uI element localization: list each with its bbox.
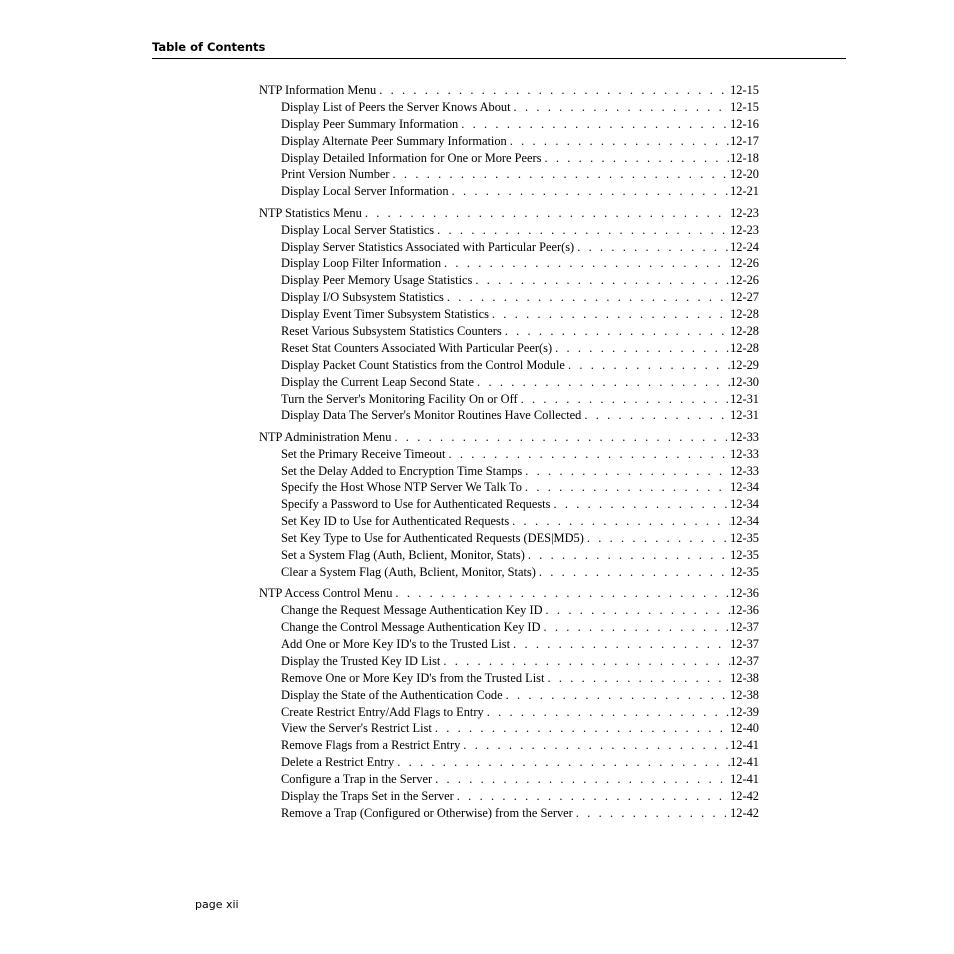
dot-leader [492, 306, 730, 323]
toc-entry-page-number: 12-23 [730, 205, 759, 220]
dot-leader [447, 289, 730, 306]
toc-entry-page-number: 12-37 [730, 653, 759, 668]
toc-subentry[interactable] [259, 496, 759, 513]
toc-entry-page-number: 12-36 [730, 586, 759, 601]
toc-entry-title: Display Detailed Information for One or More Peers [281, 150, 542, 165]
dot-leader [394, 429, 730, 446]
header-rule [152, 58, 846, 59]
toc-entry-page-number: 12-28 [730, 307, 759, 322]
toc-entry-title: Set Key Type to Use for Authenticated Requests (DES|MD5) [281, 531, 584, 546]
toc-entry-page-number: 12-18 [730, 150, 759, 165]
toc-subentry[interactable] [259, 564, 759, 581]
toc-entry-page-number: 12-35 [730, 548, 759, 563]
toc-entry-page-number: 12-17 [730, 133, 759, 148]
toc-subentry[interactable] [259, 306, 759, 323]
toc-entry-title: Display Alternate Peer Summary Information [281, 133, 507, 148]
toc-entry-title: Display Data The Server's Monitor Routines Have Collected [281, 408, 582, 423]
toc-entry-title: Set Key ID to Use for Authenticated Requests [281, 514, 510, 529]
toc-entry-title: Turn the Server's Monitoring Facility On or Off [281, 391, 518, 406]
toc-section [259, 205, 759, 425]
toc-section [259, 429, 759, 581]
dot-leader [528, 547, 730, 564]
toc-entry-page-number: 12-38 [730, 670, 759, 685]
dot-leader [443, 653, 730, 670]
toc-entry-page-number: 12-16 [730, 116, 759, 131]
dot-leader [513, 636, 730, 653]
toc-entry-page-number: 12-23 [730, 222, 759, 237]
toc-entry-title: Remove a Trap (Configured or Otherwise) from the Server [281, 805, 573, 820]
toc-subentry[interactable] [259, 530, 759, 547]
toc-subentry[interactable] [259, 150, 759, 167]
toc-subentry[interactable] [259, 222, 759, 239]
toc-entry-title: View the Server's Restrict List [281, 721, 432, 736]
table-of-contents [259, 82, 759, 826]
dot-leader [587, 530, 730, 547]
toc-entry-page-number: 12-26 [730, 256, 759, 271]
toc-subentry[interactable] [259, 374, 759, 391]
toc-subentry[interactable] [259, 636, 759, 653]
dot-leader [457, 788, 730, 805]
toc-entry-page-number: 12-33 [730, 429, 759, 444]
toc-entry-page-number: 12-38 [730, 687, 759, 702]
toc-entry-page-number: 12-39 [730, 704, 759, 719]
toc-entry-page-number: 12-34 [730, 514, 759, 529]
toc-subentry[interactable] [259, 133, 759, 150]
toc-entry-page-number: 12-24 [730, 239, 759, 254]
dot-leader [435, 720, 730, 737]
dot-leader [506, 687, 730, 704]
toc-entry-title: Display Peer Memory Usage Statistics [281, 273, 473, 288]
toc-subentry[interactable] [259, 166, 759, 183]
toc-subentry[interactable] [259, 479, 759, 496]
toc-subentry[interactable] [259, 323, 759, 340]
toc-entry-title: Display the State of the Authentication Code [281, 687, 503, 702]
toc-entry-title: NTP Administration Menu [259, 429, 392, 444]
dot-leader [444, 255, 730, 272]
toc-entry-title: Display Event Timer Subsystem Statistics [281, 307, 489, 322]
dot-leader [487, 704, 730, 721]
toc-subentry[interactable] [259, 602, 759, 619]
toc-subentry[interactable] [259, 99, 759, 116]
toc-entry-title: NTP Access Control Menu [259, 586, 393, 601]
toc-entry-title: Set the Delay Added to Encryption Time Stamps [281, 463, 523, 478]
toc-subentry[interactable] [259, 619, 759, 636]
toc-entry-title: Display the Trusted Key ID List [281, 653, 441, 668]
toc-entry-title: Create Restrict Entry/Add Flags to Entry [281, 704, 484, 719]
dot-leader [525, 479, 730, 496]
toc-entry-title: NTP Statistics Menu [259, 205, 362, 220]
toc-entry-page-number: 12-33 [730, 463, 759, 478]
toc-entry-title: Display Local Server Statistics [281, 222, 435, 237]
toc-subentry[interactable] [259, 446, 759, 463]
toc-section [259, 585, 759, 821]
toc-entry-page-number: 12-28 [730, 323, 759, 338]
dot-leader [365, 205, 730, 222]
toc-entry-page-number: 12-30 [730, 374, 759, 389]
page-number: page xii [195, 898, 239, 911]
toc-section-heading[interactable] [259, 429, 759, 446]
dot-leader [555, 340, 730, 357]
dot-leader [521, 391, 730, 408]
toc-entry-title: Reset Stat Counters Associated With Particular Peer(s) [281, 340, 553, 355]
toc-entry-title: Display I/O Subsystem Statistics [281, 290, 444, 305]
toc-entry-title: Change the Request Message Authentication Key ID [281, 603, 543, 618]
toc-subentry[interactable] [259, 116, 759, 133]
dot-leader [435, 771, 730, 788]
toc-entry-page-number: 12-34 [730, 497, 759, 512]
dot-leader [393, 166, 731, 183]
toc-subentry[interactable] [259, 513, 759, 530]
toc-entry-page-number: 12-20 [730, 167, 759, 182]
toc-entry-title: Add One or More Key ID's to the Trusted List [281, 637, 511, 651]
toc-entry-title: Display Peer Summary Information [281, 116, 459, 131]
toc-entry-page-number: 12-26 [730, 273, 759, 288]
toc-entry-title: Display the Current Leap Second State [281, 374, 475, 389]
toc-entry-title: Remove One or More Key ID's from the Trusted List [281, 670, 545, 685]
toc-subentry[interactable] [259, 771, 759, 788]
toc-entry-title: Specify a Password to Use for Authenticated Requests [281, 497, 551, 512]
toc-entry-title: Display Local Server Information [281, 184, 449, 199]
toc-subentry[interactable] [259, 183, 759, 200]
toc-entry-page-number: 12-37 [730, 620, 759, 635]
toc-entry-page-number: 12-15 [730, 83, 759, 97]
toc-subentry[interactable] [259, 788, 759, 805]
toc-section-heading[interactable] [259, 205, 759, 222]
toc-entry-title: Clear a System Flag (Auth, Bclient, Monitor, Stats) [281, 564, 536, 579]
toc-subentry[interactable] [259, 547, 759, 564]
dot-leader [449, 446, 731, 463]
toc-entry-page-number: 12-42 [730, 789, 759, 804]
dot-leader [525, 463, 730, 480]
toc-subentry[interactable] [259, 720, 759, 737]
dot-leader [463, 737, 730, 754]
dot-leader [543, 619, 730, 636]
dot-leader [510, 133, 730, 150]
dot-leader [544, 150, 730, 167]
dot-leader [553, 496, 730, 513]
dot-leader [397, 754, 730, 771]
toc-subentry[interactable] [259, 272, 759, 289]
dot-leader [437, 222, 730, 239]
toc-entry-page-number: 12-37 [730, 637, 759, 651]
toc-subentry[interactable] [259, 407, 759, 424]
toc-subentry[interactable] [259, 704, 759, 721]
toc-entry-title: Reset Various Subsystem Statistics Counters [281, 323, 502, 338]
toc-entry-page-number: 12-34 [730, 480, 759, 495]
dot-leader [576, 805, 730, 822]
toc-subentry[interactable] [259, 340, 759, 357]
toc-entry-page-number: 12-35 [730, 564, 759, 579]
toc-subentry[interactable] [259, 687, 759, 704]
toc-subentry[interactable] [259, 754, 759, 771]
toc-subentry[interactable] [259, 737, 759, 754]
dot-leader [584, 407, 730, 424]
dot-leader [475, 272, 730, 289]
toc-section-heading[interactable] [259, 585, 759, 602]
toc-entry-title: Remove Flags from a Restrict Entry [281, 738, 461, 753]
toc-entry-page-number: 12-41 [730, 755, 759, 770]
toc-entry-page-number: 12-42 [730, 805, 759, 820]
toc-entry-page-number: 12-21 [730, 184, 759, 199]
toc-entry-title: Display Packet Count Statistics from the Control Module [281, 357, 565, 372]
dot-leader [514, 99, 731, 116]
dot-leader [539, 564, 730, 581]
toc-entry-title: Change the Control Message Authentication Key ID [281, 620, 541, 635]
dot-leader [577, 239, 730, 256]
toc-entry-title: Set a System Flag (Auth, Bclient, Monitor, Stats) [281, 548, 525, 563]
dot-leader [452, 183, 731, 200]
running-header-title: Table of Contents [152, 40, 266, 54]
toc-subentry[interactable] [259, 670, 759, 687]
toc-entry-title: Specify the Host Whose NTP Server We Talk To [281, 480, 522, 495]
toc-entry-page-number: 12-31 [730, 391, 759, 406]
toc-subentry[interactable] [259, 805, 759, 822]
toc-entry-title: Set the Primary Receive Timeout [281, 446, 446, 461]
toc-entry-page-number: 12-41 [730, 738, 759, 753]
toc-entry-page-number: 12-29 [730, 357, 759, 372]
toc-entry-title: NTP Information Menu [259, 83, 377, 97]
dot-leader [379, 82, 730, 99]
dot-leader [547, 670, 730, 687]
dot-leader [512, 513, 730, 530]
toc-entry-page-number: 12-33 [730, 446, 759, 461]
toc-entry-title: Display the Traps Set in the Server [281, 789, 454, 804]
toc-subentry[interactable] [259, 463, 759, 480]
dot-leader [395, 585, 730, 602]
dot-leader [461, 116, 730, 133]
toc-subentry[interactable] [259, 289, 759, 306]
dot-leader [477, 374, 730, 391]
toc-entry-title: Display List of Peers the Server Knows About [281, 99, 511, 114]
toc-entry-page-number: 12-41 [730, 772, 759, 787]
toc-entry-page-number: 12-31 [730, 408, 759, 423]
toc-entry-title: Display Server Statistics Associated with Particular Peer(s) [281, 239, 575, 254]
dot-leader [546, 602, 731, 619]
toc-entry-title: Delete a Restrict Entry [281, 755, 395, 770]
toc-entry-page-number: 12-36 [730, 603, 759, 618]
dot-leader [568, 357, 730, 374]
toc-entry-page-number: 12-28 [730, 340, 759, 355]
toc-entry-page-number: 12-15 [730, 99, 759, 114]
toc-subentry[interactable] [259, 653, 759, 670]
toc-section-heading[interactable] [259, 82, 759, 99]
toc-section [259, 82, 759, 200]
toc-subentry[interactable] [259, 391, 759, 408]
toc-subentry[interactable] [259, 357, 759, 374]
toc-entry-page-number: 12-35 [730, 531, 759, 546]
toc-entry-page-number: 12-40 [730, 721, 759, 736]
toc-entry-title: Configure a Trap in the Server [281, 772, 433, 787]
dot-leader [505, 323, 730, 340]
toc-entry-title: Display Loop Filter Information [281, 256, 442, 271]
toc-subentry[interactable] [259, 255, 759, 272]
toc-entry-title: Print Version Number [281, 167, 390, 182]
toc-entry-page-number: 12-27 [730, 290, 759, 305]
toc-subentry[interactable] [259, 239, 759, 256]
